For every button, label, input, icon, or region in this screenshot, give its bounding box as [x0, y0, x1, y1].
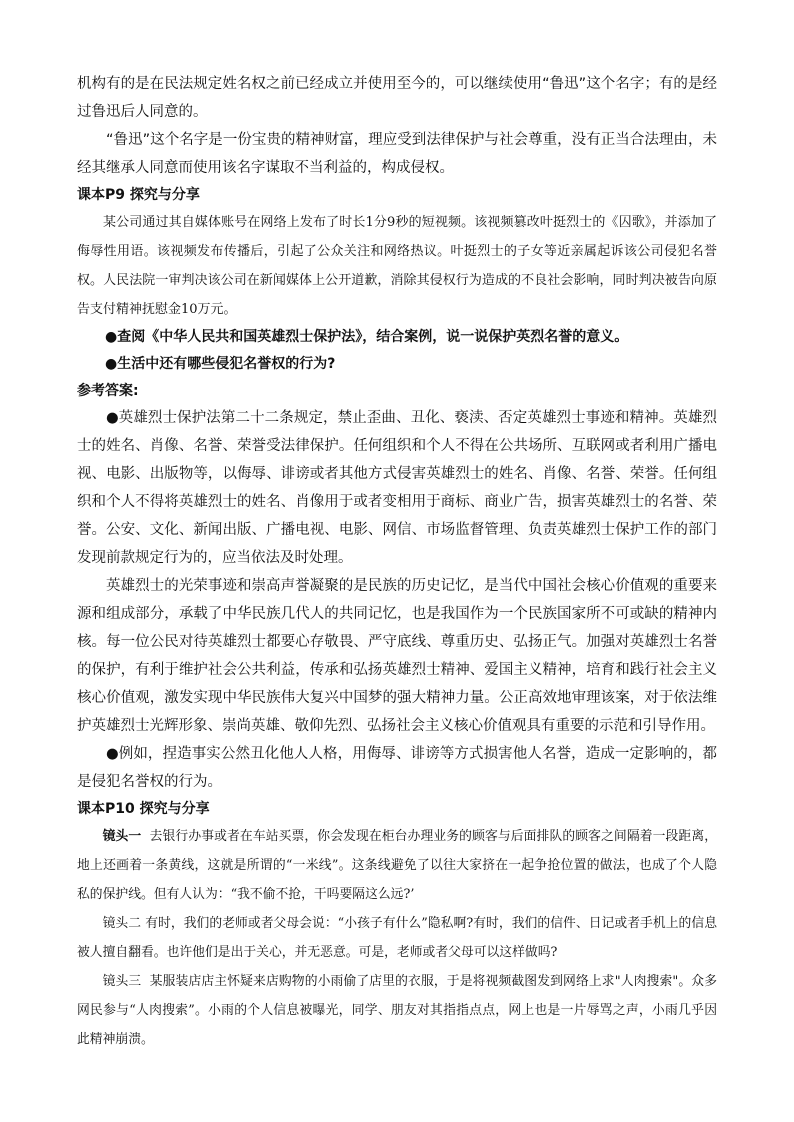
document-content	[77, 70, 717, 1054]
question-2: ●生活中还有哪些侵犯名誉权的行为?	[105, 356, 336, 372]
case-description: 某公司通过其自媒体账号在网络上发布了时长1分9秒的短视频。该视频篡改叶挺烈士的《囚歌》，并添加了侮辱性用语。该视频发布传播后，引起了公众关注和网络热议。叶挺烈士的子女等近亲属起诉该公司侵犯名誉权。人民法院一审判决该公司在新闻媒体上公开道歉，消除其侵权行为造成的不良社会影响，同时判决被告向原告支付精神抚慰金10万元。	[77, 215, 717, 317]
answer-heading: 参考答案:	[77, 383, 139, 399]
scene-3	[77, 967, 717, 1054]
scene-2-text: 有时，我们的老师或者父母会说：“小孩子有什么”隐私啊?有时，我们的信件、日记或者手机上的信息被人擅自翻看。也许他们是出于关心，并无恶意。可是，老师或者父母可以这样做吗?	[77, 916, 717, 960]
intro-paragraph-2: “鲁迅”这个名字是一份宝贵的精神财富，理应受到法律保护与社会尊重，没有正当合法理由，未经其继承人同意而使用该名字谋取不当利益的，构成侵权。	[77, 132, 717, 176]
scene-1-label: 镜头一	[102, 829, 142, 844]
scene-1	[77, 822, 717, 909]
scene-1-text: 去银行办事或者在车站买票，你会发现在柜台办理业务的顾客与后面排队的顾客之间隔着一段距离，地上还画着一条黄线，这就是所谓的“一米线”。这条线避免了以往大家挤在一起争抢位置的做法，也成了个人隐私的保护线。但有人认为：“我不偷不抢，干吗要隔这么远?’	[77, 829, 718, 902]
section-heading-p10: 课本P10 探究与分享	[77, 801, 210, 817]
scene-3-text: 某服装店店主怀疑来店购物的小雨偷了店里的衣服，于是将视频截图发到网络上求"人肉搜索"。众多网民参与“人肉搜索”。小雨的个人信息被曝光，同学、朋友对其指指点点，网上也是一片辱骂之声，小雨几乎因此精神崩溃。	[77, 974, 717, 1047]
question-1: ●查阅《中华人民共和国英雄烈士保护法》，结合案例，说一说保护英烈名誉的意义。	[105, 329, 629, 345]
scene-2	[77, 909, 717, 967]
scene-2-label: 镜头二	[102, 916, 142, 931]
answer-paragraph-1: ●英雄烈士保护法第二十二条规定，禁止歪曲、丑化、亵渎、否定英雄烈士事迹和精神。英雄烈士的姓名、肖像、名誉、荣誉受法律保护。任何组织和个人不得在公共场所、互联网或者利用广播电视、电影、出版物等，以侮辱、诽谤或者其他方式侵害英雄烈士的姓名、肖像、名誉、荣誉。任何组织和个人不得将英雄烈士的姓名、肖像用于或者变相用于商标、商业广告，损害英雄烈士的名誉、荣誉。公安、文化、新闻出版、广播电视、电影、网信、市场监督管理、负责英雄烈士保护工作的部门发现前款规定行为的，应当依法及时处理。	[77, 410, 717, 566]
answer-paragraph-3: ●例如，捏造事实公然丑化他人人格，用侮辱、诽谤等方式损害他人名誉，造成一定影响的，都是侵犯名誉权的行为。	[77, 746, 717, 790]
answer-paragraph-2: 英雄烈士的光荣事迹和崇高声誉凝聚的是民族的历史记忆，是当代中国社会核心价值观的重要来源和组成部分，承载了中华民族几代人的共同记忆，也是我国作为一个民族国家所不可或缺的精神内核。每一位公民对待英雄烈士都要心存敬畏、严守底线、尊重历史、弘扬正气。加强对英雄烈士名誉的保护，有利于维护社会公共利益，传承和弘扬英雄烈士精神、爱国主义精神，培育和践行社会主义核心价值观，激发实现中华民族伟大复兴中国梦的强大精神力量。公正高效地审理该案，对于依法维护英雄烈士光辉形象、崇尚英雄、敬仰先烈、弘扬社会主义核心价值观具有重要的示范和引导作用。	[77, 578, 717, 734]
intro-paragraph-1: 机构有的是在民法规定姓名权之前已经成立并使用至今的，可以继续使用“鲁迅”这个名字；有的是经过鲁迅后人同意的。	[77, 76, 717, 120]
scene-3-label: 镜头三	[102, 974, 142, 989]
section-heading-p9: 课本P9 探究与分享	[77, 187, 200, 203]
